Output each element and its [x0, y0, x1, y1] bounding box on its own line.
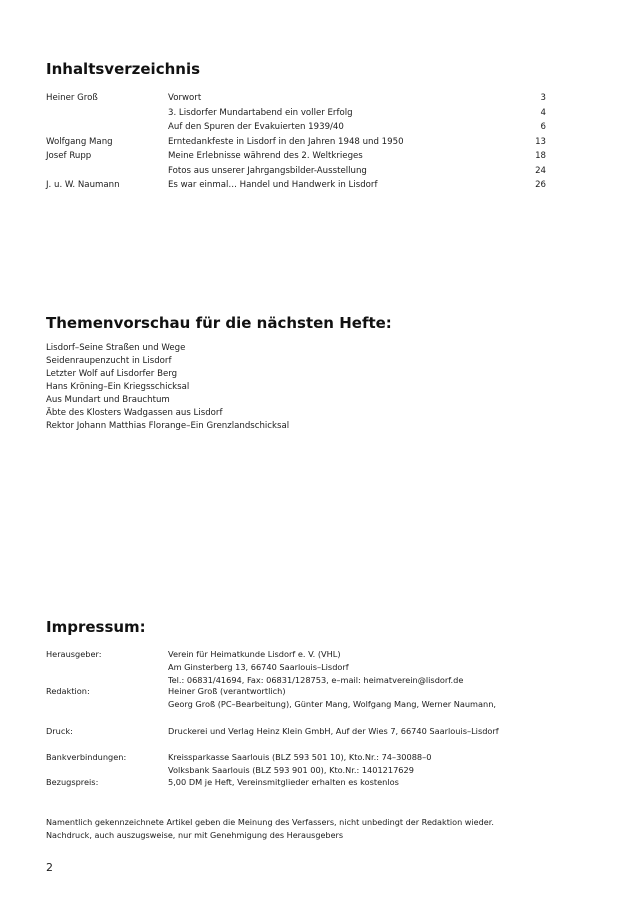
toc-entry	[46, 135, 546, 150]
toc-author: Wolfgang Mang	[46, 136, 113, 147]
toc-author: J. u. W. Naumann	[46, 180, 120, 190]
impressum-line: Kreissparkasse Saarlouis (BLZ 593 501 10), Kto.Nr.: 74–30088–0	[168, 752, 432, 762]
toc-title: Meine Erlebnisse während des 2. Weltkrieges	[168, 151, 363, 161]
impressum-value	[168, 648, 578, 687]
footnote	[46, 816, 586, 842]
impressum-heading: Impressum:	[46, 618, 146, 636]
toc-title: Erntedankfeste in Lisdorf in den Jahren 1948 und 1950	[168, 136, 404, 147]
toc-author: Josef Rupp	[46, 151, 92, 161]
impressum-value	[168, 725, 578, 738]
toc-heading: Inhaltsverzeichnis	[46, 60, 201, 78]
toc-entry	[46, 91, 546, 106]
toc-entry	[46, 120, 546, 135]
toc-title: Vorwort	[168, 93, 202, 103]
impressum-line: 5,00 DM je Heft, Vereinsmitglieder erhalten es kostenlos	[168, 777, 399, 787]
impressum-line: Am Ginsterberg 13, 66740 Saarlouis–Lisdorf	[168, 662, 349, 672]
toc-title: Auf den Spuren der Evakuierten 1939/40	[168, 122, 344, 132]
page-number: 2	[46, 861, 53, 874]
impressum-value	[168, 751, 578, 777]
impressum-label: Redaktion:	[46, 686, 90, 696]
toc-page-number: 3	[540, 93, 546, 103]
toc-page-number: 24	[535, 165, 546, 176]
toc-title: Es war einmal… Handel und Handwerk in Lisdorf	[168, 180, 378, 190]
toc-page-number: 4	[540, 107, 546, 118]
impressum-line: Georg Groß (PC–Bearbeitung), Günter Mang, Wolfgang Mang, Werner Naumann,	[168, 699, 497, 709]
preview-item: Aus Mundart und Brauchtum	[46, 395, 170, 405]
preview-heading: Themenvorschau für die nächsten Hefte:	[46, 314, 392, 332]
preview-item: Hans Kröning–Ein Kriegsschicksal	[46, 382, 190, 392]
impressum-label: Herausgeber:	[46, 649, 102, 659]
toc-page-number: 26	[535, 180, 546, 190]
toc-page-number: 18	[535, 151, 546, 161]
preview-item: Rektor Johann Matthias Florange–Ein Grenzlandschicksal	[46, 421, 290, 431]
toc-page-number: 6	[540, 122, 546, 132]
toc-entry	[46, 106, 546, 121]
impressum-line: Verein für Heimatkunde Lisdorf e. V. (VHL)	[168, 649, 341, 659]
preview-item: Lisdorf–Seine Straßen und Wege	[46, 343, 186, 353]
impressum-label: Druck:	[46, 726, 73, 736]
footnote-line: Namentlich gekennzeichnete Artikel geben die Meinung des Verfassers, nicht unbedingt der Redaktion wieder.	[46, 817, 494, 827]
preview-item: Äbte des Klosters Wadgassen aus Lisdorf	[46, 408, 223, 418]
toc-page-number: 13	[535, 136, 546, 147]
impressum-line: Heiner Groß (verantwortlich)	[168, 686, 286, 696]
toc-entry	[46, 149, 546, 164]
toc-entry	[46, 164, 546, 179]
toc-title: Fotos aus unserer Jahrgangsbilder-Ausstellung	[168, 165, 367, 176]
impressum-label: Bezugspreis:	[46, 777, 99, 787]
impressum-line: Tel.: 06831/41694, Fax: 06831/128753, e–mail: heimatverein@lisdorf.de	[168, 675, 464, 685]
impressum-line: Druckerei und Verlag Heinz Klein GmbH, Auf der Wies 7, 66740 Saarlouis–Lisdorf	[168, 726, 499, 736]
footnote-line: Nachdruck, auch auszugsweise, nur mit Genehmigung des Herausgebers	[46, 830, 344, 840]
toc-author: Heiner Groß	[46, 93, 98, 103]
toc-entry	[46, 178, 546, 193]
impressum-value	[168, 685, 578, 711]
impressum-value	[168, 776, 578, 789]
preview-item: Letzter Wolf auf Lisdorfer Berg	[46, 369, 178, 379]
impressum-line: Volksbank Saarlouis (BLZ 593 901 00), Kto.Nr.: 1401217629	[168, 765, 414, 775]
preview-item: Seidenraupenzucht in Lisdorf	[46, 356, 172, 366]
toc-list	[46, 91, 546, 193]
impressum-label: Bankverbindungen:	[46, 752, 127, 762]
preview-list	[46, 342, 566, 433]
toc-title: 3. Lisdorfer Mundartabend ein voller Erfolg	[168, 107, 353, 118]
